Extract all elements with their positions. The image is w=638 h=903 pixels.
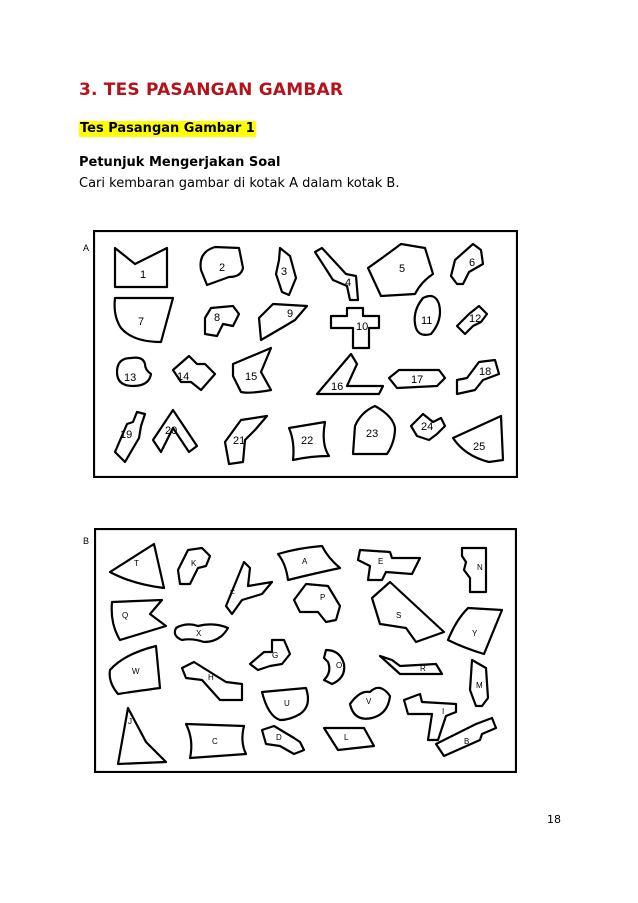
shape-b-h-label: H	[208, 673, 214, 682]
shape-b-p	[294, 584, 340, 622]
shape-a-24-label: 24	[421, 421, 434, 433]
shape-a-14	[173, 356, 215, 390]
shape-a-25	[453, 416, 503, 462]
shape-a-16-label: 16	[331, 381, 344, 393]
shape-b-m-label: M	[476, 681, 483, 690]
shape-a-1	[115, 248, 167, 287]
shape-a-16	[317, 354, 383, 394]
shape-b-n-label: N	[477, 563, 483, 572]
shape-b-r	[380, 656, 442, 674]
shape-b-a-label: A	[302, 557, 308, 566]
shape-b-k-label: K	[191, 559, 197, 568]
shape-a-14-label: 14	[177, 371, 190, 383]
shape-b-a	[278, 546, 340, 580]
shape-b-o	[324, 650, 344, 684]
box-b-figure	[94, 528, 517, 773]
instruction-heading: Petunjuk Mengerjakan Soal	[79, 155, 281, 170]
instruction-text: Cari kembaran gambar di kotak A dalam kotak B.	[79, 176, 400, 191]
shape-a-12	[457, 306, 487, 334]
shape-a-2-label: 2	[219, 262, 226, 274]
shape-a-7-label: 7	[138, 316, 145, 328]
shape-b-q	[112, 600, 166, 640]
shape-a-5	[368, 244, 433, 296]
shape-b-g	[250, 640, 290, 670]
shape-b-c	[186, 724, 246, 758]
shape-a-4-label: 4	[345, 277, 352, 289]
box-b-label: B	[83, 536, 90, 546]
shape-a-17-label: 17	[411, 374, 424, 386]
shape-a-18	[457, 360, 499, 394]
shape-a-21	[225, 416, 267, 464]
shape-b-l	[324, 728, 374, 750]
shape-b-n	[462, 548, 486, 592]
test-subtitle: Tes Pasangan Gambar 1	[80, 121, 255, 136]
shape-a-25-label: 25	[473, 441, 486, 453]
shape-b-t	[110, 544, 164, 588]
shape-a-2	[201, 247, 243, 285]
shape-a-8	[205, 306, 239, 336]
shape-b-d-label: D	[276, 733, 282, 742]
shape-b-m	[470, 660, 488, 706]
shape-b-e	[358, 550, 420, 580]
shape-b-t-label: T	[134, 559, 139, 568]
shape-a-15	[233, 348, 271, 393]
shape-a-21-label: 21	[233, 435, 246, 447]
shape-a-22	[289, 422, 329, 460]
shape-b-f	[226, 562, 272, 614]
shape-b-p-label: P	[320, 593, 326, 602]
shape-b-u-label: U	[284, 699, 290, 708]
shape-a-9	[259, 304, 307, 340]
shape-a-8-label: 8	[214, 312, 221, 324]
shape-a-13	[117, 358, 151, 386]
shape-a-6	[451, 244, 483, 284]
shape-a-10-label: 10	[356, 321, 369, 333]
shape-b-j-label: J	[128, 717, 132, 726]
shape-a-4	[315, 248, 358, 300]
shape-a-7	[115, 298, 173, 342]
shape-b-c-label: C	[212, 737, 218, 746]
shape-a-20	[153, 410, 197, 452]
shape-b-s	[372, 582, 444, 642]
shape-b-v	[350, 688, 390, 719]
shape-a-11-label: 11	[421, 315, 433, 327]
shape-b-g-label: G	[272, 651, 279, 660]
section-title: 3. TES PASANGAN GAMBAR	[79, 80, 344, 100]
shape-a-19-label: 19	[120, 429, 133, 441]
shape-a-6-label: 6	[469, 257, 476, 269]
page-number: 18	[547, 813, 561, 826]
shape-a-12-label: 12	[469, 313, 482, 325]
shape-a-11	[415, 296, 440, 335]
shape-a-23-label: 23	[366, 428, 379, 440]
shape-a-23	[353, 406, 395, 454]
box-a-label: A	[83, 243, 90, 253]
shape-b-v-label: V	[366, 697, 372, 706]
shape-b-i	[404, 694, 456, 740]
shape-a-10	[331, 308, 379, 348]
shape-b-h	[182, 662, 242, 700]
shape-a-9-label: 9	[287, 308, 294, 320]
shape-b-u	[262, 688, 308, 720]
box-a-figure	[93, 230, 518, 478]
shape-b-r-label: R	[420, 664, 426, 673]
shape-b-i-label: I	[442, 707, 445, 716]
shape-b-x-label: X	[196, 629, 202, 638]
shape-b-y	[448, 608, 502, 654]
shape-a-22-label: 22	[301, 435, 314, 447]
shape-b-b-label: B	[464, 737, 470, 746]
shape-a-17	[389, 370, 445, 388]
shape-b-w	[110, 646, 160, 694]
shape-a-1-label: 1	[140, 269, 147, 281]
shape-b-x	[175, 624, 228, 642]
shape-b-k	[178, 548, 210, 584]
shape-b-f-label: F	[230, 589, 235, 598]
shape-a-5-label: 5	[399, 263, 406, 275]
shape-b-e-label: E	[378, 557, 384, 566]
shape-b-b	[436, 718, 496, 756]
shape-b-w-label: W	[132, 667, 140, 676]
shape-b-j	[118, 708, 166, 764]
shape-b-y-label: Y	[472, 629, 478, 638]
shape-a-3	[276, 248, 296, 295]
shape-b-s-label: S	[396, 611, 402, 620]
shape-a-19	[115, 412, 145, 462]
shape-b-q-label: Q	[122, 611, 129, 620]
shape-b-d	[262, 726, 304, 754]
shape-a-3-label: 3	[281, 266, 288, 278]
shape-a-20-label: 20	[165, 425, 178, 437]
shape-a-24	[411, 414, 445, 440]
shape-a-15-label: 15	[245, 371, 258, 383]
shape-b-o-label: O	[336, 661, 343, 670]
shape-b-l-label: L	[344, 733, 349, 742]
shape-a-18-label: 18	[479, 366, 492, 378]
shape-a-13-label: 13	[124, 372, 137, 384]
